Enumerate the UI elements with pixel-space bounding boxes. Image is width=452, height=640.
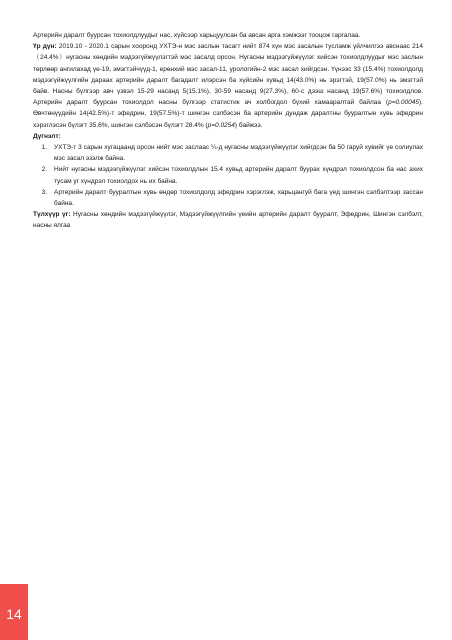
list-item-text: Нийт нугасны мэдээгүйжүүлэг хийсэн тохиолдлын 15.4 хувьд артерийн даралт буурах хүндрэл тохиолдсон ба нас ахих тусам уг хүндрэл тохиолдох нь их байна. bbox=[54, 166, 423, 185]
list-item-number: 1. bbox=[41, 144, 47, 152]
list-item-number: 2. bbox=[41, 166, 47, 174]
list-item-text: Артерийн даралт бууралтын хувь өндөр тохиолдолд эфедрин хэрэглэж, харьцангуй бага үед шингэн сэлбэлтээр зассан байна. bbox=[54, 188, 423, 208]
conclusion-heading: Дүгнэлт: bbox=[33, 132, 61, 140]
intro-paragraph: Артерийн даралт буурсан тохиолдлуудыг нас, хүйсээр харьцуулсан ба авсан арга хэмжээг тооцож гаргалаа. bbox=[33, 32, 361, 39]
list-item bbox=[33, 142, 423, 164]
results-text-1: 2019.10 - 2020.1 сарын хооронд УХТЭ-н мэс заслын тасагт нийт 874 хүн мэс засалын тусламж үйлчилгээ авснаас 214（24.4%）нугасны хөндийн мэдээгүйжүүлэгтэй мэс засалд орсон. Нугасны мэдээгүйжүүлэг хийсэн тохиолдлуудыг мэс заслын төрлөөр ангилахад үе-19, эмэгтэйчүүд-1, ерөнхий мэс засал-11, урологийн-2 мэс засал хийгдсэн. Үүнээс 33 (15.4%) тохиолдолд мэдээгүйжүүлгийн дараах артерийн даралт багадалт илэрсэн ба хүйсийн хувьд 14(43.0%) нь эрэгтэй, 19(57.0%) нь эмэгтэй байв. Насны бүлгээр авч үзвэл 15-29 насанд 5(15.1%), 30-59 насанд 9(27.3%), 60-с дээш насанд 19(57.6%) тохиолдлов. Артерийн даралт буурсан тохиолдол насны бүлгээр статистик ач холбогдол бүхий хамааралтай байлаа ( bbox=[33, 43, 423, 107]
results-text-3: ) байжээ. bbox=[234, 121, 263, 129]
conclusion-list bbox=[33, 142, 423, 209]
keywords-paragraph bbox=[33, 209, 423, 231]
list-item bbox=[33, 164, 423, 186]
keywords-label: Түлхүүр үг: bbox=[33, 211, 71, 219]
results-text-2: ). Өвчтөнүүдийн 14(42.5%)-т эфедрин, 19(57.5%)-т шингэн сэлбэсэн ба артерийн дундаж даралтны бууралтын хувь эфедрин хэрэглэсэн бүлэгт 35.6%, шингэн сэлбэсэн бүлэгт 28.4% ( bbox=[33, 99, 423, 129]
list-item-number: 3. bbox=[41, 188, 47, 196]
results-label: Үр дүн: bbox=[33, 43, 57, 51]
list-item bbox=[33, 187, 423, 209]
results-p-value-2: p=0.0254 bbox=[207, 121, 235, 129]
results-p-value-1: p=0.00045 bbox=[388, 99, 420, 107]
page-content bbox=[33, 30, 423, 232]
page-number: 14 bbox=[6, 606, 22, 622]
list-item-text: УХТЭ-т 3 сарын хугацаанд орсон нийт мэс заслаас ¼-д нугасны мэдээгүйжүүлэг хийгдсэн ба 50 гаруй хувийг үе солиулах мэс засал эзэлж байна. bbox=[54, 144, 423, 163]
results-paragraph bbox=[33, 41, 423, 131]
keywords-text: Нугасны хөндийн мэдээгүйжүүлэг, Мэдээгүйжүүлгийн үеийн артерийн даралт бууралт, Эфедрин, Шингэн сэлбэлт, насны ялгаа bbox=[33, 211, 423, 230]
